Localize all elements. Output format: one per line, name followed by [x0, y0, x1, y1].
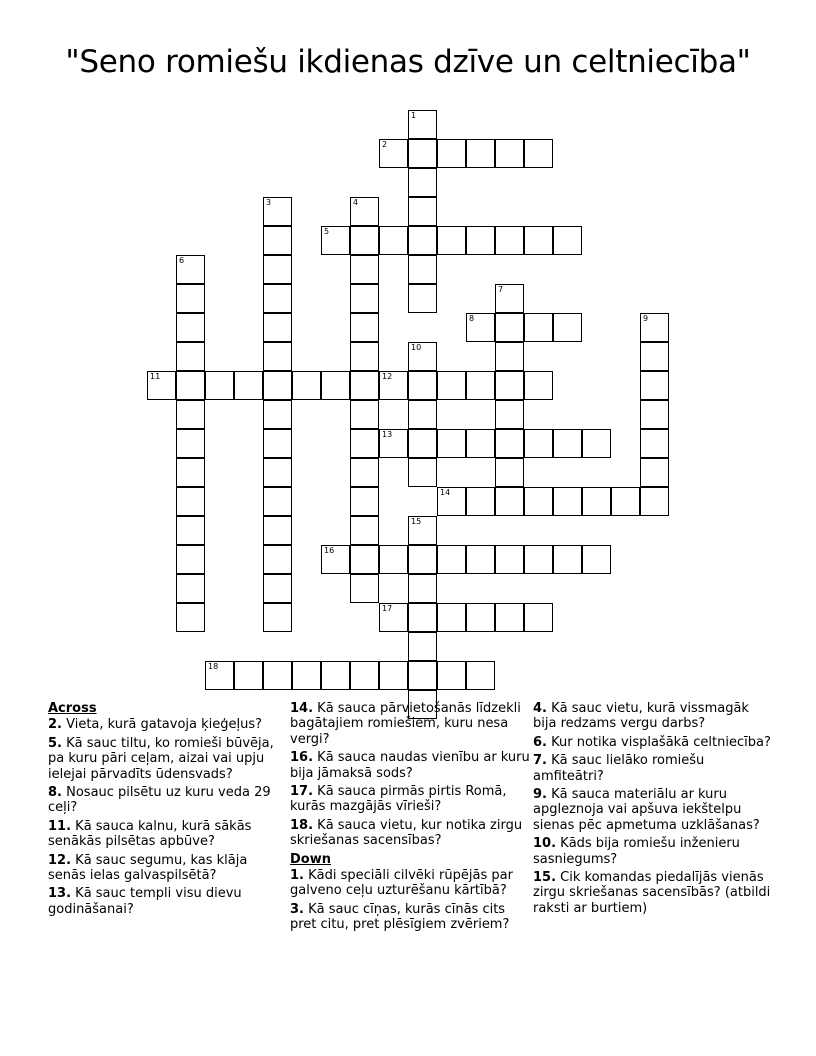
- clue-text: Kā sauc tiltu, ko romieši būvēja, pa kuru pāri ceļam, aizai vai upju ielejai pārvadīts ūdensvads?: [48, 735, 274, 782]
- grid-cell[interactable]: [582, 487, 611, 516]
- clue-text: Kā sauca naudas vienību ar kuru bija jāmaksā sods?: [290, 750, 530, 781]
- grid-cell[interactable]: [350, 284, 379, 313]
- clue-text: Nosauc pilsētu uz kuru veda 29 ceļi?: [48, 785, 271, 816]
- grid-cell[interactable]: [321, 545, 350, 574]
- clues-column-1: [48, 701, 288, 920]
- clue-number-label: 2.: [48, 717, 62, 733]
- grid-cell[interactable]: [147, 371, 176, 400]
- grid-cell[interactable]: [495, 371, 524, 400]
- clue-number: 16: [324, 546, 335, 555]
- clue-number: 13: [382, 430, 393, 439]
- grid-cell[interactable]: [408, 574, 437, 603]
- clue-text: Kā sauc templi visu dievu godināšanai?: [48, 886, 242, 917]
- grid-cell[interactable]: [408, 255, 437, 284]
- grid-cell[interactable]: [553, 487, 582, 516]
- grid-cell[interactable]: [176, 603, 205, 632]
- grid-cell[interactable]: [350, 574, 379, 603]
- grid-cell[interactable]: [495, 313, 524, 342]
- across-clue: [290, 701, 530, 747]
- clue-number: 18: [208, 662, 219, 671]
- grid-cell[interactable]: [176, 516, 205, 545]
- grid-cell[interactable]: [466, 487, 495, 516]
- clue-number: 15: [411, 517, 422, 526]
- clue-text: Kā sauca materiālu ar kuru apgleznoja vai apšuva iekštelpu sienas pēc apmetuma uzklāšanas?: [533, 787, 760, 833]
- clue-number: 17: [382, 604, 393, 613]
- grid-cell[interactable]: [176, 458, 205, 487]
- grid-cell[interactable]: [495, 429, 524, 458]
- clue-number: 9: [643, 314, 649, 323]
- grid-cell[interactable]: [263, 226, 292, 255]
- grid-cell[interactable]: [408, 429, 437, 458]
- clue-number: 7: [498, 285, 504, 294]
- grid-cell[interactable]: [205, 661, 234, 690]
- grid-cell[interactable]: [379, 603, 408, 632]
- puzzle-title: "Seno romiešu ikdienas dzīve un celtniecība": [65, 44, 751, 80]
- clue-number: 3: [266, 198, 272, 207]
- grid-cell[interactable]: [640, 487, 669, 516]
- down-clue: [290, 868, 530, 899]
- clue-number-label: 4.: [533, 701, 547, 716]
- grid-cell[interactable]: [292, 371, 321, 400]
- clue-number-label: 10.: [533, 836, 557, 852]
- grid-cell[interactable]: [321, 661, 350, 690]
- down-clue: [533, 753, 773, 784]
- down-clue: [533, 836, 773, 867]
- grid-cell[interactable]: [205, 371, 234, 400]
- grid-cell[interactable]: [263, 603, 292, 632]
- across-clue: [48, 853, 288, 884]
- down-clue: [533, 735, 773, 750]
- grid-cell[interactable]: [350, 255, 379, 284]
- grid-cell[interactable]: [553, 545, 582, 574]
- grid-cell[interactable]: [379, 661, 408, 690]
- clue-number-label: 18.: [290, 817, 314, 833]
- grid-cell[interactable]: [350, 458, 379, 487]
- grid-cell[interactable]: [582, 545, 611, 574]
- grid-cell[interactable]: [466, 313, 495, 342]
- grid-cell[interactable]: [524, 545, 553, 574]
- grid-cell[interactable]: [495, 139, 524, 168]
- clue-number: 8: [469, 314, 475, 323]
- grid-cell[interactable]: [176, 284, 205, 313]
- clue-text: Vieta, kurā gatavoja ķieģeļus?: [61, 717, 263, 733]
- grid-cell[interactable]: [263, 516, 292, 545]
- clue-text: Kā sauc lielāko romiešu amfiteātri?: [533, 753, 705, 784]
- clue-number-label: 8.: [48, 785, 62, 801]
- across-clue: [290, 750, 530, 781]
- clue-text: Kāds bija romiešu inženieru sasniegums?: [533, 836, 740, 867]
- grid-cell[interactable]: [292, 661, 321, 690]
- grid-cell[interactable]: [524, 603, 553, 632]
- clue-text: Kā sauca kalnu, kurā sākās senākās pilsētas apbūve?: [48, 818, 252, 850]
- grid-cell[interactable]: [350, 545, 379, 574]
- clue-text: Cik komandas piedalījās vienās zirgu skriešanas sacensībās? (atbildi raksti ar burtiem): [533, 870, 771, 916]
- grid-cell[interactable]: [408, 458, 437, 487]
- clue-number-label: 6.: [533, 734, 547, 750]
- grid-cell[interactable]: [379, 226, 408, 255]
- grid-cell[interactable]: [263, 371, 292, 400]
- clue-number-label: 13.: [48, 886, 72, 902]
- grid-cell[interactable]: [234, 661, 263, 690]
- grid-cell[interactable]: [582, 429, 611, 458]
- grid-cell[interactable]: [495, 603, 524, 632]
- grid-cell[interactable]: [640, 458, 669, 487]
- across-clue: [48, 717, 288, 732]
- across-clue: [48, 785, 288, 816]
- grid-cell[interactable]: [408, 661, 437, 690]
- across-clue: [48, 886, 288, 917]
- grid-cell[interactable]: [350, 371, 379, 400]
- grid-cell[interactable]: [408, 284, 437, 313]
- across-clue: [290, 784, 530, 815]
- grid-cell[interactable]: [263, 284, 292, 313]
- grid-cell[interactable]: [553, 429, 582, 458]
- grid-cell[interactable]: [350, 342, 379, 371]
- grid-cell[interactable]: [495, 458, 524, 487]
- grid-cell[interactable]: [524, 429, 553, 458]
- grid-cell[interactable]: [350, 661, 379, 690]
- grid-cell[interactable]: [553, 313, 582, 342]
- grid-cell[interactable]: [524, 313, 553, 342]
- grid-cell[interactable]: [321, 226, 350, 255]
- grid-cell[interactable]: [437, 545, 466, 574]
- grid-cell[interactable]: [379, 545, 408, 574]
- clue-number: 1: [411, 111, 417, 120]
- down-clue: [533, 701, 773, 732]
- clue-number-label: 12.: [48, 852, 72, 868]
- grid-cell[interactable]: [466, 603, 495, 632]
- grid-cell[interactable]: [263, 197, 292, 226]
- grid-cell[interactable]: [553, 226, 582, 255]
- grid-cell[interactable]: [640, 342, 669, 371]
- across-clue: [290, 818, 530, 849]
- clue-text: Kā sauca pārvietošanās līdzekli bagātajiem romiešiem, kuru nesa vergi?: [290, 701, 521, 747]
- grid-cell[interactable]: [408, 371, 437, 400]
- grid-cell[interactable]: [263, 255, 292, 284]
- grid-cell[interactable]: [408, 516, 437, 545]
- grid-cell[interactable]: [466, 545, 495, 574]
- grid-cell[interactable]: [466, 226, 495, 255]
- clue-number: 5: [324, 227, 330, 236]
- clue-number-label: 15.: [533, 870, 557, 886]
- grid-cell[interactable]: [408, 226, 437, 255]
- grid-cell[interactable]: [263, 342, 292, 371]
- grid-cell[interactable]: [437, 603, 466, 632]
- grid-cell[interactable]: [408, 139, 437, 168]
- down-clue: [533, 870, 773, 916]
- clue-text: Kā sauc segumu, kas klāja senās ielas galvaspilsētā?: [48, 852, 248, 884]
- grid-cell[interactable]: [437, 226, 466, 255]
- grid-cell[interactable]: [379, 429, 408, 458]
- grid-cell[interactable]: [176, 487, 205, 516]
- down-clue: [290, 902, 530, 933]
- grid-cell[interactable]: [408, 342, 437, 371]
- grid-cell[interactable]: [263, 487, 292, 516]
- clue-number-label: 17.: [290, 784, 314, 800]
- grid-cell[interactable]: [408, 545, 437, 574]
- grid-cell[interactable]: [263, 458, 292, 487]
- grid-cell[interactable]: [524, 487, 553, 516]
- clue-number: 12: [382, 372, 393, 381]
- grid-cell[interactable]: [495, 342, 524, 371]
- clue-number-label: 14.: [290, 701, 314, 716]
- grid-cell[interactable]: [437, 487, 466, 516]
- down-heading: Down: [290, 851, 331, 867]
- grid-cell[interactable]: [176, 429, 205, 458]
- grid-cell[interactable]: [437, 371, 466, 400]
- grid-cell[interactable]: [350, 197, 379, 226]
- clues-column-2: [290, 701, 530, 936]
- grid-cell[interactable]: [263, 574, 292, 603]
- grid-cell[interactable]: [350, 226, 379, 255]
- clue-text: Kur notika visplašākā celtniecība?: [546, 734, 771, 750]
- grid-cell[interactable]: [437, 139, 466, 168]
- grid-cell[interactable]: [437, 661, 466, 690]
- grid-cell[interactable]: [524, 226, 553, 255]
- clue-number: 11: [150, 372, 161, 381]
- grid-cell[interactable]: [263, 313, 292, 342]
- grid-cell[interactable]: [524, 371, 553, 400]
- grid-cell[interactable]: [379, 139, 408, 168]
- grid-cell[interactable]: [263, 429, 292, 458]
- grid-cell[interactable]: [176, 400, 205, 429]
- grid-cell[interactable]: [176, 371, 205, 400]
- down-clue: [533, 787, 773, 833]
- clue-number-label: 1.: [290, 868, 304, 884]
- grid-cell[interactable]: [350, 313, 379, 342]
- grid-cell[interactable]: [321, 371, 350, 400]
- clue-number-label: 11.: [48, 818, 72, 834]
- grid-cell[interactable]: [466, 139, 495, 168]
- clue-number-label: 16.: [290, 750, 314, 766]
- grid-cell[interactable]: [263, 545, 292, 574]
- grid-cell[interactable]: [408, 632, 437, 661]
- clues-column-3: [533, 701, 773, 919]
- clue-number: 4: [353, 198, 359, 207]
- grid-cell[interactable]: [350, 429, 379, 458]
- grid-cell[interactable]: [640, 400, 669, 429]
- clue-number-label: 9.: [533, 787, 547, 803]
- grid-cell[interactable]: [176, 313, 205, 342]
- grid-cell[interactable]: [408, 603, 437, 632]
- grid-cell[interactable]: [176, 574, 205, 603]
- grid-cell[interactable]: [350, 487, 379, 516]
- grid-cell[interactable]: [524, 139, 553, 168]
- grid-cell[interactable]: [466, 661, 495, 690]
- grid-cell[interactable]: [437, 429, 466, 458]
- clue-number-label: 7.: [533, 753, 547, 769]
- grid-cell[interactable]: [234, 371, 263, 400]
- grid-cell[interactable]: [350, 400, 379, 429]
- grid-cell[interactable]: [408, 168, 437, 197]
- grid-cell[interactable]: [640, 313, 669, 342]
- grid-cell[interactable]: [466, 429, 495, 458]
- grid-cell[interactable]: [408, 197, 437, 226]
- grid-cell[interactable]: [263, 400, 292, 429]
- clue-number-label: 3.: [290, 901, 304, 917]
- clue-number-label: 5.: [48, 735, 62, 751]
- grid-cell[interactable]: [379, 371, 408, 400]
- across-clue: [48, 819, 288, 850]
- clue-number: 2: [382, 140, 388, 149]
- clue-text: Kā sauca vietu, kur notika zirgu skriešanas sacensības?: [290, 817, 523, 849]
- grid-cell[interactable]: [495, 400, 524, 429]
- across-clue: [48, 736, 288, 782]
- grid-cell[interactable]: [640, 371, 669, 400]
- grid-cell[interactable]: [263, 661, 292, 690]
- grid-cell[interactable]: [408, 110, 437, 139]
- grid-cell[interactable]: [495, 284, 524, 313]
- grid-cell[interactable]: [495, 545, 524, 574]
- across-heading: Across: [48, 701, 97, 716]
- grid-cell[interactable]: [466, 371, 495, 400]
- grid-cell[interactable]: [495, 226, 524, 255]
- clue-text: Kā sauca pirmās pirtis Romā, kurās mazgājās vīrieši?: [290, 784, 507, 815]
- clue-number: 6: [179, 256, 185, 265]
- clue-text: Kā sauc vietu, kurā vissmagāk bija redzams vergu darbs?: [533, 701, 749, 732]
- grid-cell[interactable]: [350, 516, 379, 545]
- clue-number: 14: [440, 488, 451, 497]
- grid-cell[interactable]: [640, 429, 669, 458]
- clue-text: Kā sauc cīņas, kurās cīnās cits pret citu, pret plēsīgiem zvēriem?: [290, 901, 510, 933]
- grid-cell[interactable]: [176, 255, 205, 284]
- clue-text: Kādi speciāli cilvēki rūpējās par galveno ceļu uzturēšanu kārtībā?: [290, 868, 513, 899]
- grid-cell[interactable]: [611, 487, 640, 516]
- clue-number: 10: [411, 343, 422, 352]
- grid-cell[interactable]: [408, 400, 437, 429]
- grid-cell[interactable]: [176, 342, 205, 371]
- grid-cell[interactable]: [495, 487, 524, 516]
- grid-cell[interactable]: [176, 545, 205, 574]
